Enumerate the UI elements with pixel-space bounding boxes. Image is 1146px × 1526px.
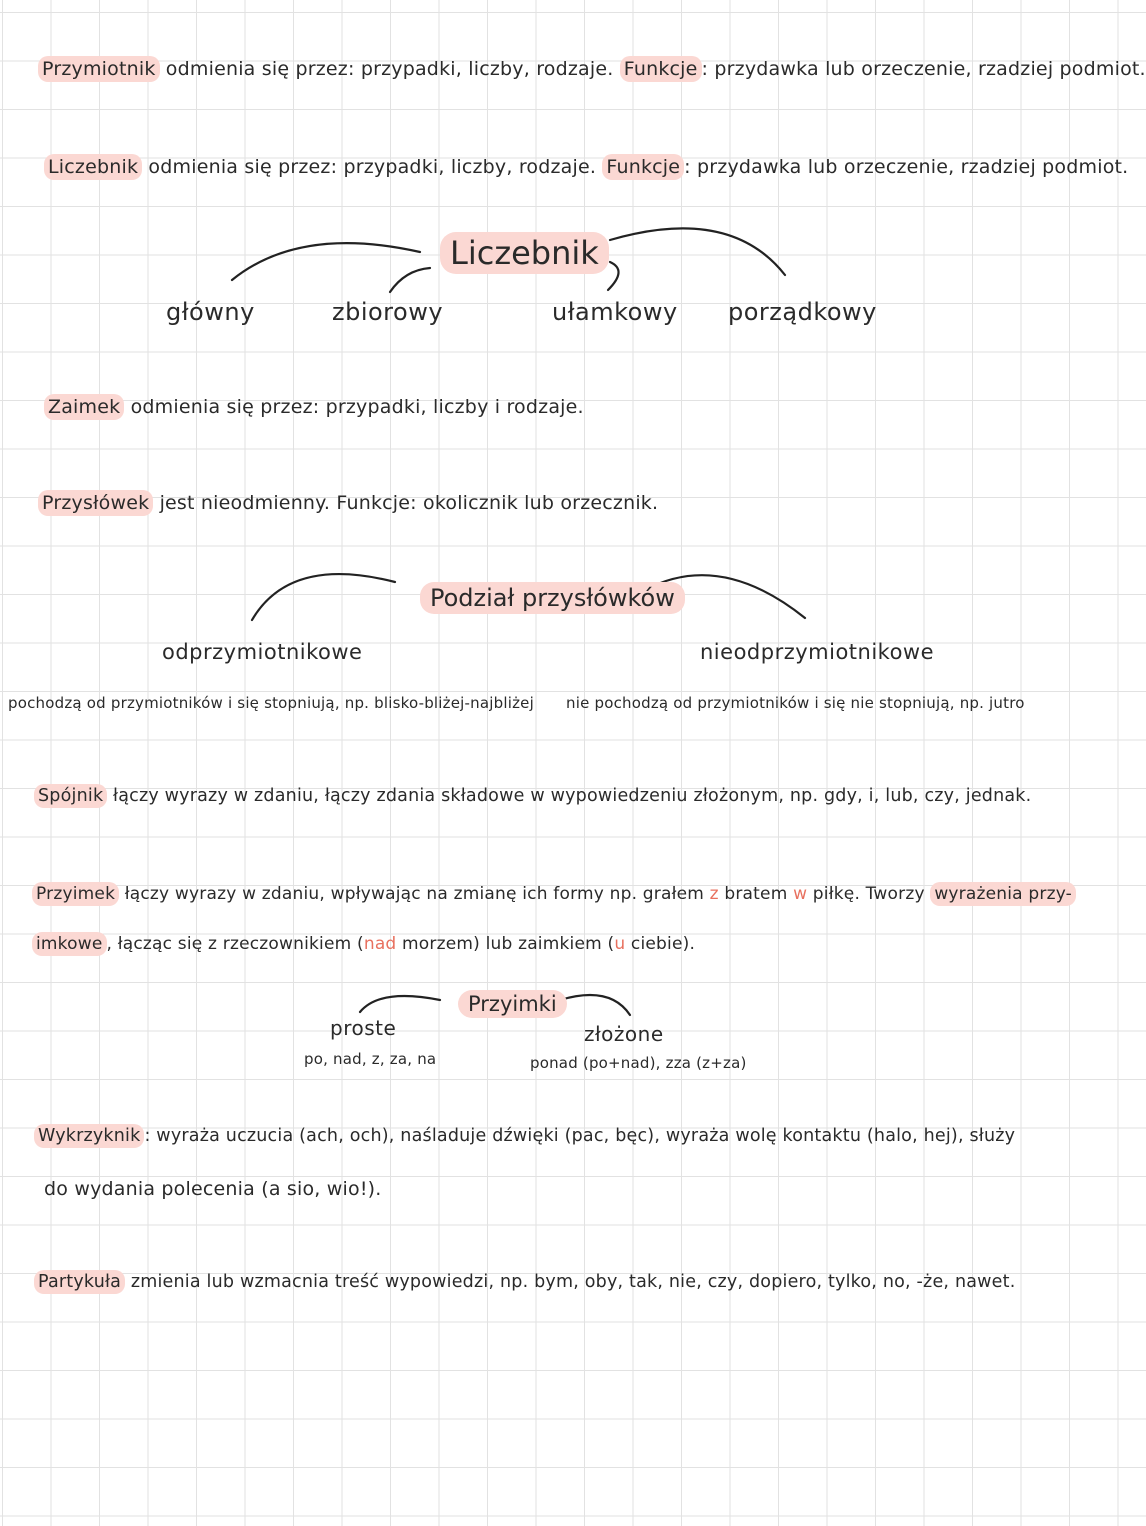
wykrzyknik-text-1: : wyraża uczucia (ach, och), naśladuje dźwięki (pac, bęc), wyraża wolę kontaktu (halo, hej), służy bbox=[144, 1126, 1016, 1146]
liczebnik-node-porzadkowy: porządkowy bbox=[728, 298, 877, 326]
liczebnik-term: Liczebnik bbox=[44, 154, 142, 180]
liczebnik-line bbox=[44, 156, 1128, 178]
partykula-line bbox=[34, 1272, 1015, 1292]
przyimek-hl-2: imkowe bbox=[32, 932, 107, 956]
zaimek-line bbox=[44, 396, 584, 418]
liczebnik-text: odmienia się przez: przypadki, liczby, rodzaje. bbox=[148, 156, 597, 178]
przyimek-line-2 bbox=[32, 934, 695, 954]
liczebnik-node-ulamkowy: ułamkowy bbox=[552, 298, 678, 326]
przyimek-term: Przyimek bbox=[32, 882, 119, 906]
wykrzyknik-line-2: do wydania polecenia (a sio, wio!). bbox=[44, 1178, 382, 1200]
przyimek-text-a: łączy wyrazy w zdaniu, wpływając na zmianę ich formy np. grałem bbox=[124, 884, 705, 904]
przyslowek-note-left: pochodzą od przymiotników i się stopniują, np. blisko-bliżej-najbliżej bbox=[8, 694, 534, 712]
przyimek-hl-1: wyrażenia przy- bbox=[930, 882, 1076, 906]
przyimek-example-z: z bbox=[709, 884, 719, 904]
przyimek-text-e: morzem) lub zaimkiem ( bbox=[402, 934, 615, 954]
przyimek-example-nad: nad bbox=[363, 934, 397, 954]
przyimek-text-f: ciebie). bbox=[630, 934, 696, 954]
przyimki-node-zlozone: złożone bbox=[584, 1022, 664, 1046]
przyslowek-note-right: nie pochodzą od przymiotników i się nie stopniują, np. jutro bbox=[566, 694, 1025, 712]
przyimki-note-zlozone: ponad (po+nad), zza (z+za) bbox=[530, 1054, 747, 1072]
przyslowek-text: jest nieodmienny. Funkcje: okolicznik lub orzecznik. bbox=[159, 492, 659, 514]
przymiotnik-text: odmienia się przez: przypadki, liczby, rodzaje. bbox=[165, 58, 614, 80]
przymiotnik-line bbox=[38, 58, 1146, 80]
przyslowek-node-odprzymiotnikowe: odprzymiotnikowe bbox=[162, 640, 363, 664]
przyslowek-line bbox=[38, 492, 658, 514]
wykrzyknik-line-1 bbox=[34, 1126, 1015, 1146]
przyslowek-term: Przysłówek bbox=[38, 490, 153, 516]
arc-odprzymiotnikowe bbox=[252, 574, 395, 620]
liczebnik-node-glowny: główny bbox=[166, 298, 255, 326]
liczebnik-node-zbiorowy: zbiorowy bbox=[332, 298, 444, 326]
arc-zbiorowy bbox=[390, 268, 430, 292]
zaimek-term: Zaimek bbox=[44, 394, 124, 420]
zaimek-text: odmienia się przez: przypadki, liczby i rodzaje. bbox=[130, 396, 584, 418]
arc-ulamkowy bbox=[608, 262, 619, 290]
przymiotnik-func-text: : przydawka lub orzeczenie, rzadziej podmiot. bbox=[701, 58, 1146, 80]
przyimek-text-b: bratem bbox=[724, 884, 788, 904]
przyimki-node-proste: proste bbox=[330, 1016, 397, 1040]
partykula-text: zmienia lub wzmacnia treść wypowiedzi, np. bym, oby, tak, nie, czy, dopiero, tylko, no, -że, nawet. bbox=[130, 1272, 1016, 1292]
przymiotnik-term: Przymiotnik bbox=[38, 56, 160, 82]
liczebnik-func-label: Funkcje bbox=[602, 154, 684, 180]
przymiotnik-func-label: Funkcje bbox=[620, 56, 702, 82]
liczebnik-diagram-center: Liczebnik bbox=[440, 232, 609, 274]
przyslowek-node-nieodprzymiotnikowe: nieodprzymiotnikowe bbox=[700, 640, 935, 664]
arc-glowny bbox=[232, 243, 420, 280]
spojnik-term: Spójnik bbox=[34, 784, 107, 808]
przyimek-line-1 bbox=[32, 884, 1076, 904]
partykula-term: Partykuła bbox=[34, 1270, 125, 1294]
przyimek-example-w: w bbox=[793, 884, 808, 904]
przyimek-text-d: , łącząc się z rzeczownikiem ( bbox=[106, 934, 364, 954]
przyimek-text-c: piłkę. Tworzy bbox=[812, 884, 925, 904]
wykrzyknik-term: Wykrzyknik bbox=[34, 1124, 144, 1148]
przyimek-example-u: u bbox=[614, 934, 626, 954]
arc-porzadkowy bbox=[610, 228, 785, 275]
spojnik-line bbox=[34, 786, 1031, 806]
przyslowek-diagram-center: Podział przysłówków bbox=[420, 582, 685, 614]
arc-proste bbox=[360, 996, 440, 1012]
liczebnik-func-text: : przydawka lub orzeczenie, rzadziej podmiot. bbox=[684, 156, 1129, 178]
przyimki-note-proste: po, nad, z, za, na bbox=[304, 1050, 437, 1068]
arc-zlozone bbox=[560, 995, 630, 1015]
przyimki-diagram-center: Przyimki bbox=[458, 990, 567, 1018]
spojnik-text: łączy wyrazy w zdaniu, łączy zdania składowe w wypowiedzeniu złożonym, np. gdy, i, lub, czy, jednak. bbox=[113, 786, 1032, 806]
